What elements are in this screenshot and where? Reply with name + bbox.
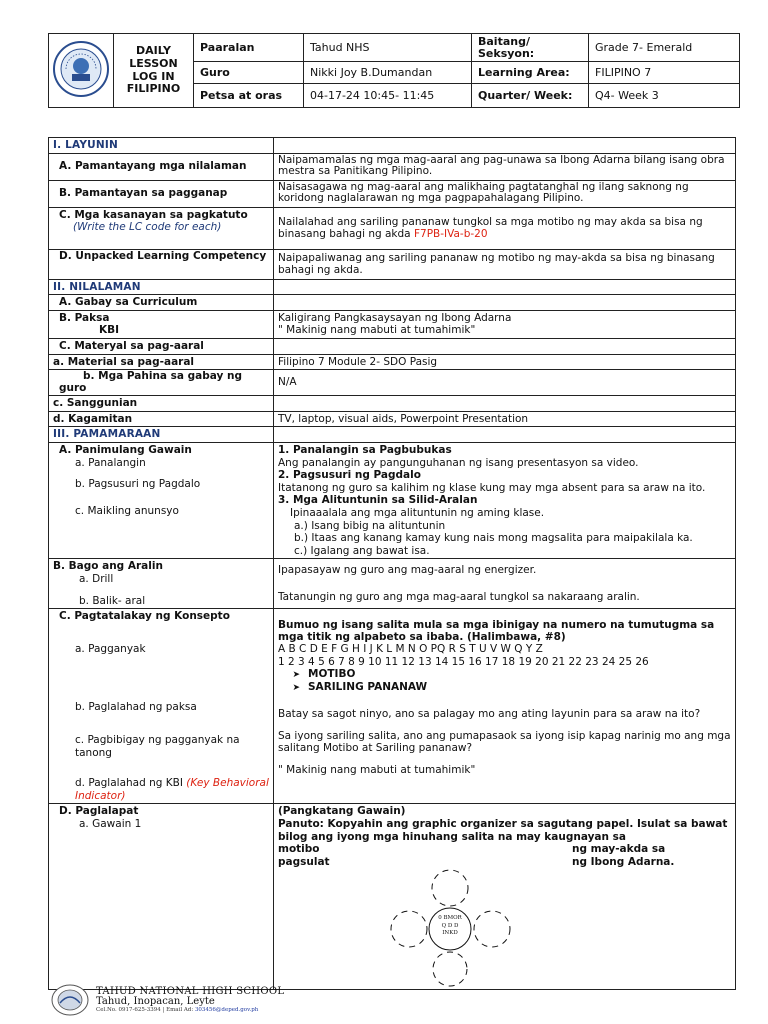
step-text: Itatanong ng guro sa kalihim ng klase kung may mga absent para sa araw na ito. (278, 481, 706, 494)
table-row (49, 310, 736, 338)
table-row (49, 138, 736, 154)
section-heading: III. PAMAMARAAN (49, 427, 274, 443)
row-value: TV, laptop, visual aids, Powerpoint Presentation (274, 411, 736, 427)
title-line: DAILY (136, 44, 171, 58)
baitang-label: Baitang/ Seksyon: (472, 34, 589, 62)
value-text: Nailalahad ang sariling pananaw tungkol sa mga motibo ng may akda sa bisa ng binasang bahagi ng akda (278, 216, 703, 241)
table-row (49, 207, 736, 249)
row-value: N/A (274, 370, 736, 396)
petsa-value: 04-17-24 10:45- 11:45 (304, 84, 472, 108)
row-value: Filipino 7 Module 2- SDO Pasig (274, 354, 736, 370)
footer-email-link[interactable]: 303456@deped.gov.ph (194, 1006, 259, 1013)
instruction-line: pagsulat ng Ibong Adarna. (278, 855, 675, 868)
lesson-table (48, 137, 736, 990)
numbers-row: 1 2 3 4 5 6 7 8 9 10 11 12 13 14 15 16 17 18 19 20 21 22 23 24 25 26 (278, 655, 649, 668)
list-item: a. Panalangin (75, 456, 146, 469)
row-label: D. Unpacked Learning Competency (49, 249, 274, 279)
row-label (49, 310, 274, 338)
paksa-value: Kaligirang Pangkasaysayan ng Ibong Adarna (278, 311, 512, 324)
row-value (274, 207, 736, 249)
learning-area-value: FILIPINO 7 (589, 62, 740, 84)
label-text: A. Panimulang Gawain (59, 444, 192, 457)
row-label (49, 370, 274, 396)
row-label (49, 804, 274, 990)
table-row (49, 180, 736, 207)
table-row (49, 338, 736, 354)
paaralan-value: Tahud NHS (304, 34, 472, 62)
quarter-value: Q4- Week 3 (589, 84, 740, 108)
kbi-text: " Makinig nang mabuti at tumahimik" (278, 763, 476, 776)
row-label: C. Materyal sa pag-aaral (49, 338, 274, 354)
row-value (274, 310, 736, 338)
row-label (49, 609, 274, 804)
footer (50, 980, 370, 1020)
answer-item: ➤ SARILING PANANAW (278, 681, 731, 694)
step-heading: 1. Panalangin sa Pagbubukas (278, 444, 452, 457)
list-item: c. Maikling anunsyo (75, 504, 179, 517)
row-value (274, 443, 736, 559)
learning-area-label: Learning Area: (472, 62, 589, 84)
list-item: b. Paglalahad ng paksa (75, 701, 197, 714)
petsa-label: Petsa at oras (194, 84, 304, 108)
dll-title (114, 34, 194, 108)
school-seal-logo (49, 34, 113, 104)
item-text: c. Pagbibigay ng pagganyak na tanong (75, 733, 240, 759)
row-label: A. Pamantayang mga nilalaman (49, 153, 274, 180)
row-label (49, 207, 274, 249)
row-label (49, 443, 274, 559)
organizer-circle (474, 911, 510, 947)
row-label (49, 559, 274, 609)
label-text: B. Bago ang Aralin (53, 560, 163, 573)
step-text: Ipinaaalala ang mga alituntunin ng aming klase. (290, 507, 545, 519)
rule-item: b.) Itaas ang kanang kamay kung nais mong magsalita para maipakilala ka. (294, 532, 693, 545)
drill-text: Ipapasayaw ng guro ang mag-aaral ng energizer. (278, 564, 537, 577)
baitang-value: Grade 7- Emerald (589, 34, 740, 62)
list-item: b. Pagsusuri ng Pagdalo (75, 478, 201, 491)
list-item: b. Balik- aral (79, 594, 146, 607)
organizer-circle (391, 911, 427, 947)
title-line: FILIPINO (126, 82, 181, 96)
kbi-label: KBI (99, 324, 120, 337)
instruction-text: Panuto: Kopyahin ang graphic organizer sa sagutang papel. Isulat sa bawat bilog ang iyong mga hinuhang salita na may kaugnayan sa (278, 817, 728, 843)
row-value (274, 559, 736, 609)
item-text: d. Paglalahad ng KBI (75, 777, 183, 790)
row-value: Naipapaliwanag ang sariling pananaw ng motibo ng may-akda sa bisa ng binasang bahagi ng akda. (274, 249, 736, 279)
table-row (49, 609, 736, 804)
table-row (49, 559, 736, 609)
activity-heading: (Pangkatang Gawain) (278, 805, 406, 818)
step-text: Ang panalangin ay pangunguhanan ng isang presentasyon sa video. (278, 456, 639, 469)
table-row (49, 396, 736, 412)
table-row (49, 411, 736, 427)
table-row (49, 153, 736, 180)
table-row (49, 354, 736, 370)
guro-label: Guro (194, 62, 304, 84)
row-label: c. Sanggunian (49, 396, 274, 412)
row-value: Naipamamalas ng mga mag-aaral ang pag-unawa sa Ibong Adarna bilang isang obra mestra sa Panitikang Pilipino. (274, 153, 736, 180)
table-row (49, 279, 736, 295)
footer-school-name: TAHUD NATIONAL HIGH SCHOOL (96, 985, 285, 997)
row-label: B. Pamantayan sa pagganap (49, 180, 274, 207)
table-row (49, 443, 736, 559)
row-value (274, 609, 736, 804)
organizer-circle (432, 870, 468, 906)
alphabet-row: A B C D E F G H I J K L M N O PQ R S T U V W Q Y Z (278, 643, 543, 656)
list-item (59, 777, 269, 802)
paaralan-label: Paaralan (194, 34, 304, 62)
header-table (48, 33, 740, 108)
label-text: C. Mga kasanayan sa pagkatuto (59, 208, 248, 221)
kbi-value: " Makinig nang mabuti at tumahimik" (278, 324, 476, 337)
table-row (49, 427, 736, 443)
list-item: a. Pagganyak (75, 642, 146, 655)
section-heading: I. LAYUNIN (49, 138, 274, 154)
footer-address: Tahud, Inopacan, Leyte (96, 996, 215, 1008)
answer-item: ➤ MOTIBO (278, 668, 731, 681)
guro-value: Nikki Joy B.Dumandan (304, 62, 472, 84)
table-row (49, 804, 736, 990)
question-text: Sa iyong sariling salita, ano ang pumapasaok sa iyong isip kapag narinig mo ang mga salitang Motibo at Sariling pananaw? (278, 729, 731, 755)
table-row (49, 249, 736, 279)
row-label: a. Material sa pag-aaral (49, 354, 274, 370)
list-item: a. Gawain 1 (79, 817, 142, 830)
footer-school-info (96, 987, 284, 1014)
step-heading: 3. Mga Alituntunin sa Silid-Aralan (278, 494, 478, 507)
table-row (49, 295, 736, 311)
seal-cell (49, 34, 114, 108)
list-item: a. Drill (79, 572, 114, 585)
lc-code: F7PB-IVa-b-20 (413, 228, 488, 241)
table-row (49, 370, 736, 396)
organizer-center-label: 0 BMOR Q D D INKD (438, 915, 462, 937)
instruction-line: motibo ng may-akda sa (278, 843, 666, 856)
row-value (274, 804, 736, 990)
footer-contact: Cel.No. 0917-625-3394 | Email Ad: 303456@deped.gov.ph (96, 1006, 259, 1013)
label-text: B. Paksa (59, 311, 110, 324)
graphic-organizer (278, 868, 731, 988)
rule-item: c.) Igalang ang bawat isa. (294, 544, 430, 557)
lc-note: (Write the LC code for each) (73, 221, 222, 234)
balik-aral-text: Tatanungin ng guro ang mga mag-aaral tungkol sa nakaraang aralin. (278, 590, 640, 603)
rule-item: a.) Isang bibig na alituntunin (294, 519, 446, 532)
row-value: Naisasagawa ng mag-aaral ang malikhaing pagtatanghal ng ilang saknong ng koridong naglalarawan ng mga pagpapahalagang Pilipino. (274, 180, 736, 207)
quarter-label: Quarter/ Week: (472, 84, 589, 108)
organizer-circle (433, 952, 467, 986)
label-text: C. Pagtatalakay ng Konsepto (59, 610, 230, 623)
arrow-icon: ➤ (292, 683, 300, 694)
row-label: d. Kagamitan (49, 411, 274, 427)
label-text: b. Mga Pahina sa gabay ng guro (59, 370, 243, 394)
label-text: D. Paglalapat (59, 805, 139, 818)
section-heading: II. NILALAMAN (49, 279, 274, 295)
activity-heading: Bumuo ng isang salita mula sa mga ibinigay na numero na tumutugma sa mga titik ng alpabeto sa ibaba. (Halimbawa, #8) (278, 619, 715, 644)
kbi-note: (Key Behavioral Indicator) (75, 777, 269, 802)
arrow-icon: ➤ (292, 670, 300, 681)
step-heading: 2. Pagsusuri ng Pagdalo (278, 469, 421, 482)
title-line: LESSON (129, 56, 178, 70)
title-line: LOG IN (132, 69, 175, 83)
question-text: Batay sa sagot ninyo, ano sa palagay mo ang ating layunin para sa araw na ito? (278, 708, 701, 721)
list-item (59, 734, 269, 759)
footer-seal-logo (50, 983, 90, 1017)
row-label: A. Gabay sa Curriculum (49, 295, 274, 311)
